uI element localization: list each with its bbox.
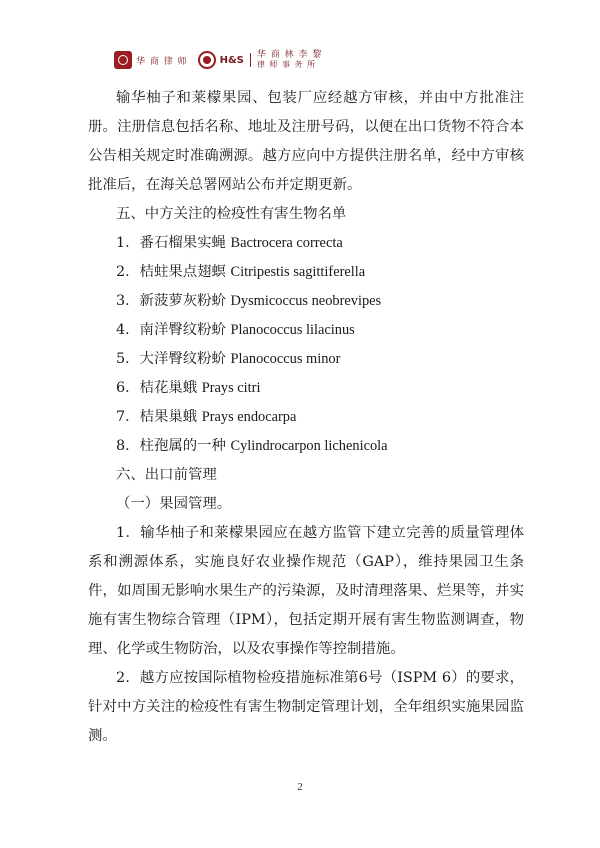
- pest-name-cn: 新菠萝灰粉蚧: [139, 293, 226, 309]
- section-5-heading: 五、中方关注的检疫性有害生物名单: [116, 206, 347, 222]
- list-item: [88, 316, 524, 345]
- hs-logo-text: H&S: [219, 54, 244, 66]
- pest-list: [88, 229, 524, 461]
- header-logos: [114, 49, 322, 71]
- pest-name-latin: Prays endocarpa: [201, 409, 297, 425]
- subsection-1-heading: （一）果园管理。: [116, 496, 232, 512]
- pest-name-cn: 桔花巢蛾: [139, 380, 198, 396]
- list-item: [88, 229, 524, 258]
- list-item: [88, 374, 524, 403]
- pest-name-cn: 番石榴果实蝇: [139, 235, 226, 251]
- hs-logo-icon: [198, 51, 216, 69]
- pest-name-cn: 桔蛀果点翅螟: [139, 264, 226, 280]
- item-number: 2．: [116, 264, 140, 280]
- logo-divider: [250, 53, 251, 67]
- item-number: 1．: [116, 235, 140, 251]
- pest-name-latin: Dysmicoccus neobrevipes: [230, 293, 382, 309]
- document-body: [88, 84, 524, 751]
- firm-logo-text: 华 商 律 师: [136, 56, 188, 67]
- list-item: [88, 432, 524, 461]
- section-6-heading: 六、出口前管理: [116, 467, 217, 483]
- pest-name-latin: Citripestis sagittiferella: [230, 264, 366, 280]
- orchard-management-item-2: 2．越方应按国际植物检疫措施标准第6号（ISPM 6）的要求，针对中方关注的检疫性有害生物制定管理计划，全年组织实施果园监测。: [88, 670, 524, 744]
- list-item: [88, 345, 524, 374]
- hs-logo-name: 华 商 林 李 黎: [256, 50, 323, 60]
- pest-name-cn: 南洋臀纹粉蚧: [139, 322, 226, 338]
- list-item: [88, 258, 524, 287]
- firm-logo-icon: [114, 51, 132, 69]
- pest-name-latin: Prays citri: [201, 380, 261, 396]
- item-number: 5．: [116, 351, 140, 367]
- item-number: 7．: [116, 409, 140, 425]
- orchard-management-item-1: 1．输华柚子和莱檬果园应在越方监管下建立完善的质量管理体系和溯源体系，实施良好农业操作规范（GAP），维持果园卫生条件，如周围无影响水果生产的污染源，及时清理落果、烂果等，并实施有害生物综合管理（IPM），包括定期开展有害生物监测调查，物理、化学或生物防治，以及农事操作等控制措施。: [88, 525, 524, 657]
- pest-name-latin: Planococcus minor: [230, 351, 341, 367]
- page-number: 2: [297, 781, 303, 793]
- pest-name-latin: Planococcus lilacinus: [230, 322, 355, 338]
- pest-name-latin: Cylindrocarpon lichenicola: [230, 438, 388, 454]
- item-number: 3．: [116, 293, 140, 309]
- item-number: 8．: [116, 438, 140, 454]
- hs-logo-subtitle: 律 师 事 务 所: [256, 60, 317, 69]
- item-number: 4．: [116, 322, 140, 338]
- list-item: [88, 287, 524, 316]
- list-item: [88, 403, 524, 432]
- registration-paragraph: 输华柚子和莱檬果园、包装厂应经越方审核，并由中方批准注册。注册信息包括名称、地址及注册号码，以便在出口货物不符合本公告相关规定时准确溯源。越方应向中方提供注册名单，经中方审核批准后，在海关总署网站公布并定期更新。: [88, 90, 524, 193]
- pest-name-cn: 大洋臀纹粉蚧: [139, 351, 226, 367]
- pest-name-cn: 桔果巢蛾: [139, 409, 202, 425]
- item-number: 6．: [116, 380, 140, 396]
- pest-name-latin: Bactrocera correcta: [230, 235, 343, 251]
- pest-name-cn: 柱孢属的一种: [139, 438, 226, 454]
